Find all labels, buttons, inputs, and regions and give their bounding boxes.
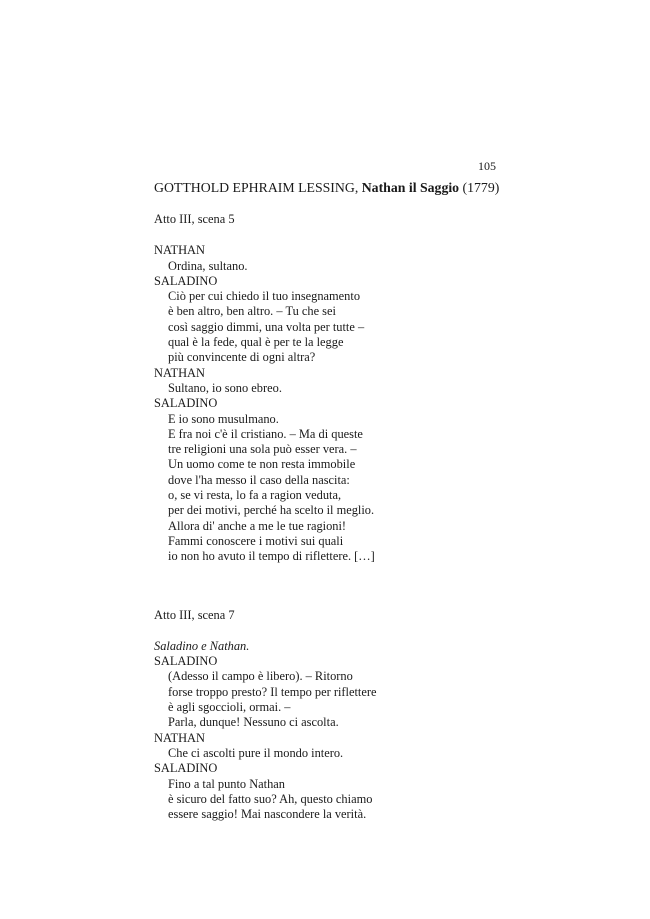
dialogue-line: qual è la fede, qual è per te la legge xyxy=(168,335,344,350)
dialogue-line: Fino a tal punto Nathan xyxy=(168,776,286,791)
stage-direction: Saladino e Nathan. xyxy=(154,638,250,653)
dialogue-line: Che ci ascolti pure il mondo intero. xyxy=(168,745,344,760)
scene-section xyxy=(154,608,554,823)
scene-list xyxy=(154,212,554,822)
dialogue-line: è ben altro, ben altro. – Tu che sei xyxy=(168,304,336,319)
dialogue-line: Fammi conoscere i motivi sui quali xyxy=(168,533,344,548)
dialogue-line: Parla, dunque! Nessuno ci ascolta. xyxy=(168,715,339,730)
speaker-name: SALADINO xyxy=(154,654,218,669)
author-name: GOTTHOLD EPHRAIM LESSING, xyxy=(154,180,362,195)
dialogue-line: E fra noi c'è il cristiano. – Ma di queste xyxy=(168,426,363,441)
dialogue-line: (Adesso il campo è libero). – Ritorno xyxy=(168,669,353,684)
dialogue-line: io non ho avuto il tempo di riflettere. […] xyxy=(168,549,375,564)
speaker-name: SALADINO xyxy=(154,761,218,776)
document-body xyxy=(154,179,554,822)
work-year: (1779) xyxy=(459,180,500,195)
dialogue-line: è agli sgoccioli, ormai. – xyxy=(168,700,291,715)
dialogue-line: Ciò per cui chiedo il tuo insegnamento xyxy=(168,289,361,304)
scene-heading: Atto III, scena 5 xyxy=(154,212,235,226)
dialogue-line: così saggio dimmi, una volta per tutte – xyxy=(168,319,365,334)
dialogue-line: essere saggio! Mai nascondere la verità. xyxy=(168,807,367,822)
document-title xyxy=(154,179,554,197)
dialogue-line: è sicuro del fatto suo? Ah, questo chiamo xyxy=(168,791,373,806)
speaker-name: SALADINO xyxy=(154,396,218,411)
page-number: 105 xyxy=(478,159,496,173)
speaker-name: NATHAN xyxy=(154,243,205,258)
dialogue-line: forse troppo presto? Il tempo per riflettere xyxy=(168,684,377,699)
dialogue-line: o, se vi resta, lo fa a ragion veduta, xyxy=(168,488,342,503)
dialogue-line: Allora di' anche a me le tue ragioni! xyxy=(168,518,347,533)
scene-section xyxy=(154,212,554,565)
dialogue-line: Ordina, sultano. xyxy=(168,258,248,273)
dialogue-line: più convincente di ogni altra? xyxy=(168,350,316,365)
section-spacer xyxy=(154,565,554,608)
dialogue-line: tre religioni una sola può esser vera. – xyxy=(168,442,357,457)
speaker-name: SALADINO xyxy=(154,273,218,288)
dialogue-line: E io sono musulmano. xyxy=(168,411,279,426)
dialogue-line: Sultano, io sono ebreo. xyxy=(168,380,282,395)
dialogue-line: Un uomo come te non resta immobile xyxy=(168,457,356,472)
speaker-name: NATHAN xyxy=(154,365,205,380)
speaker-name: NATHAN xyxy=(154,730,205,745)
dialogue-line: per dei motivi, perché ha scelto il meglio. xyxy=(168,503,375,518)
work-title: Nathan il Saggio xyxy=(361,180,460,195)
dialogue-line: dove l'ha messo il caso della nascita: xyxy=(168,472,350,487)
scene-heading: Atto III, scena 7 xyxy=(154,607,235,622)
